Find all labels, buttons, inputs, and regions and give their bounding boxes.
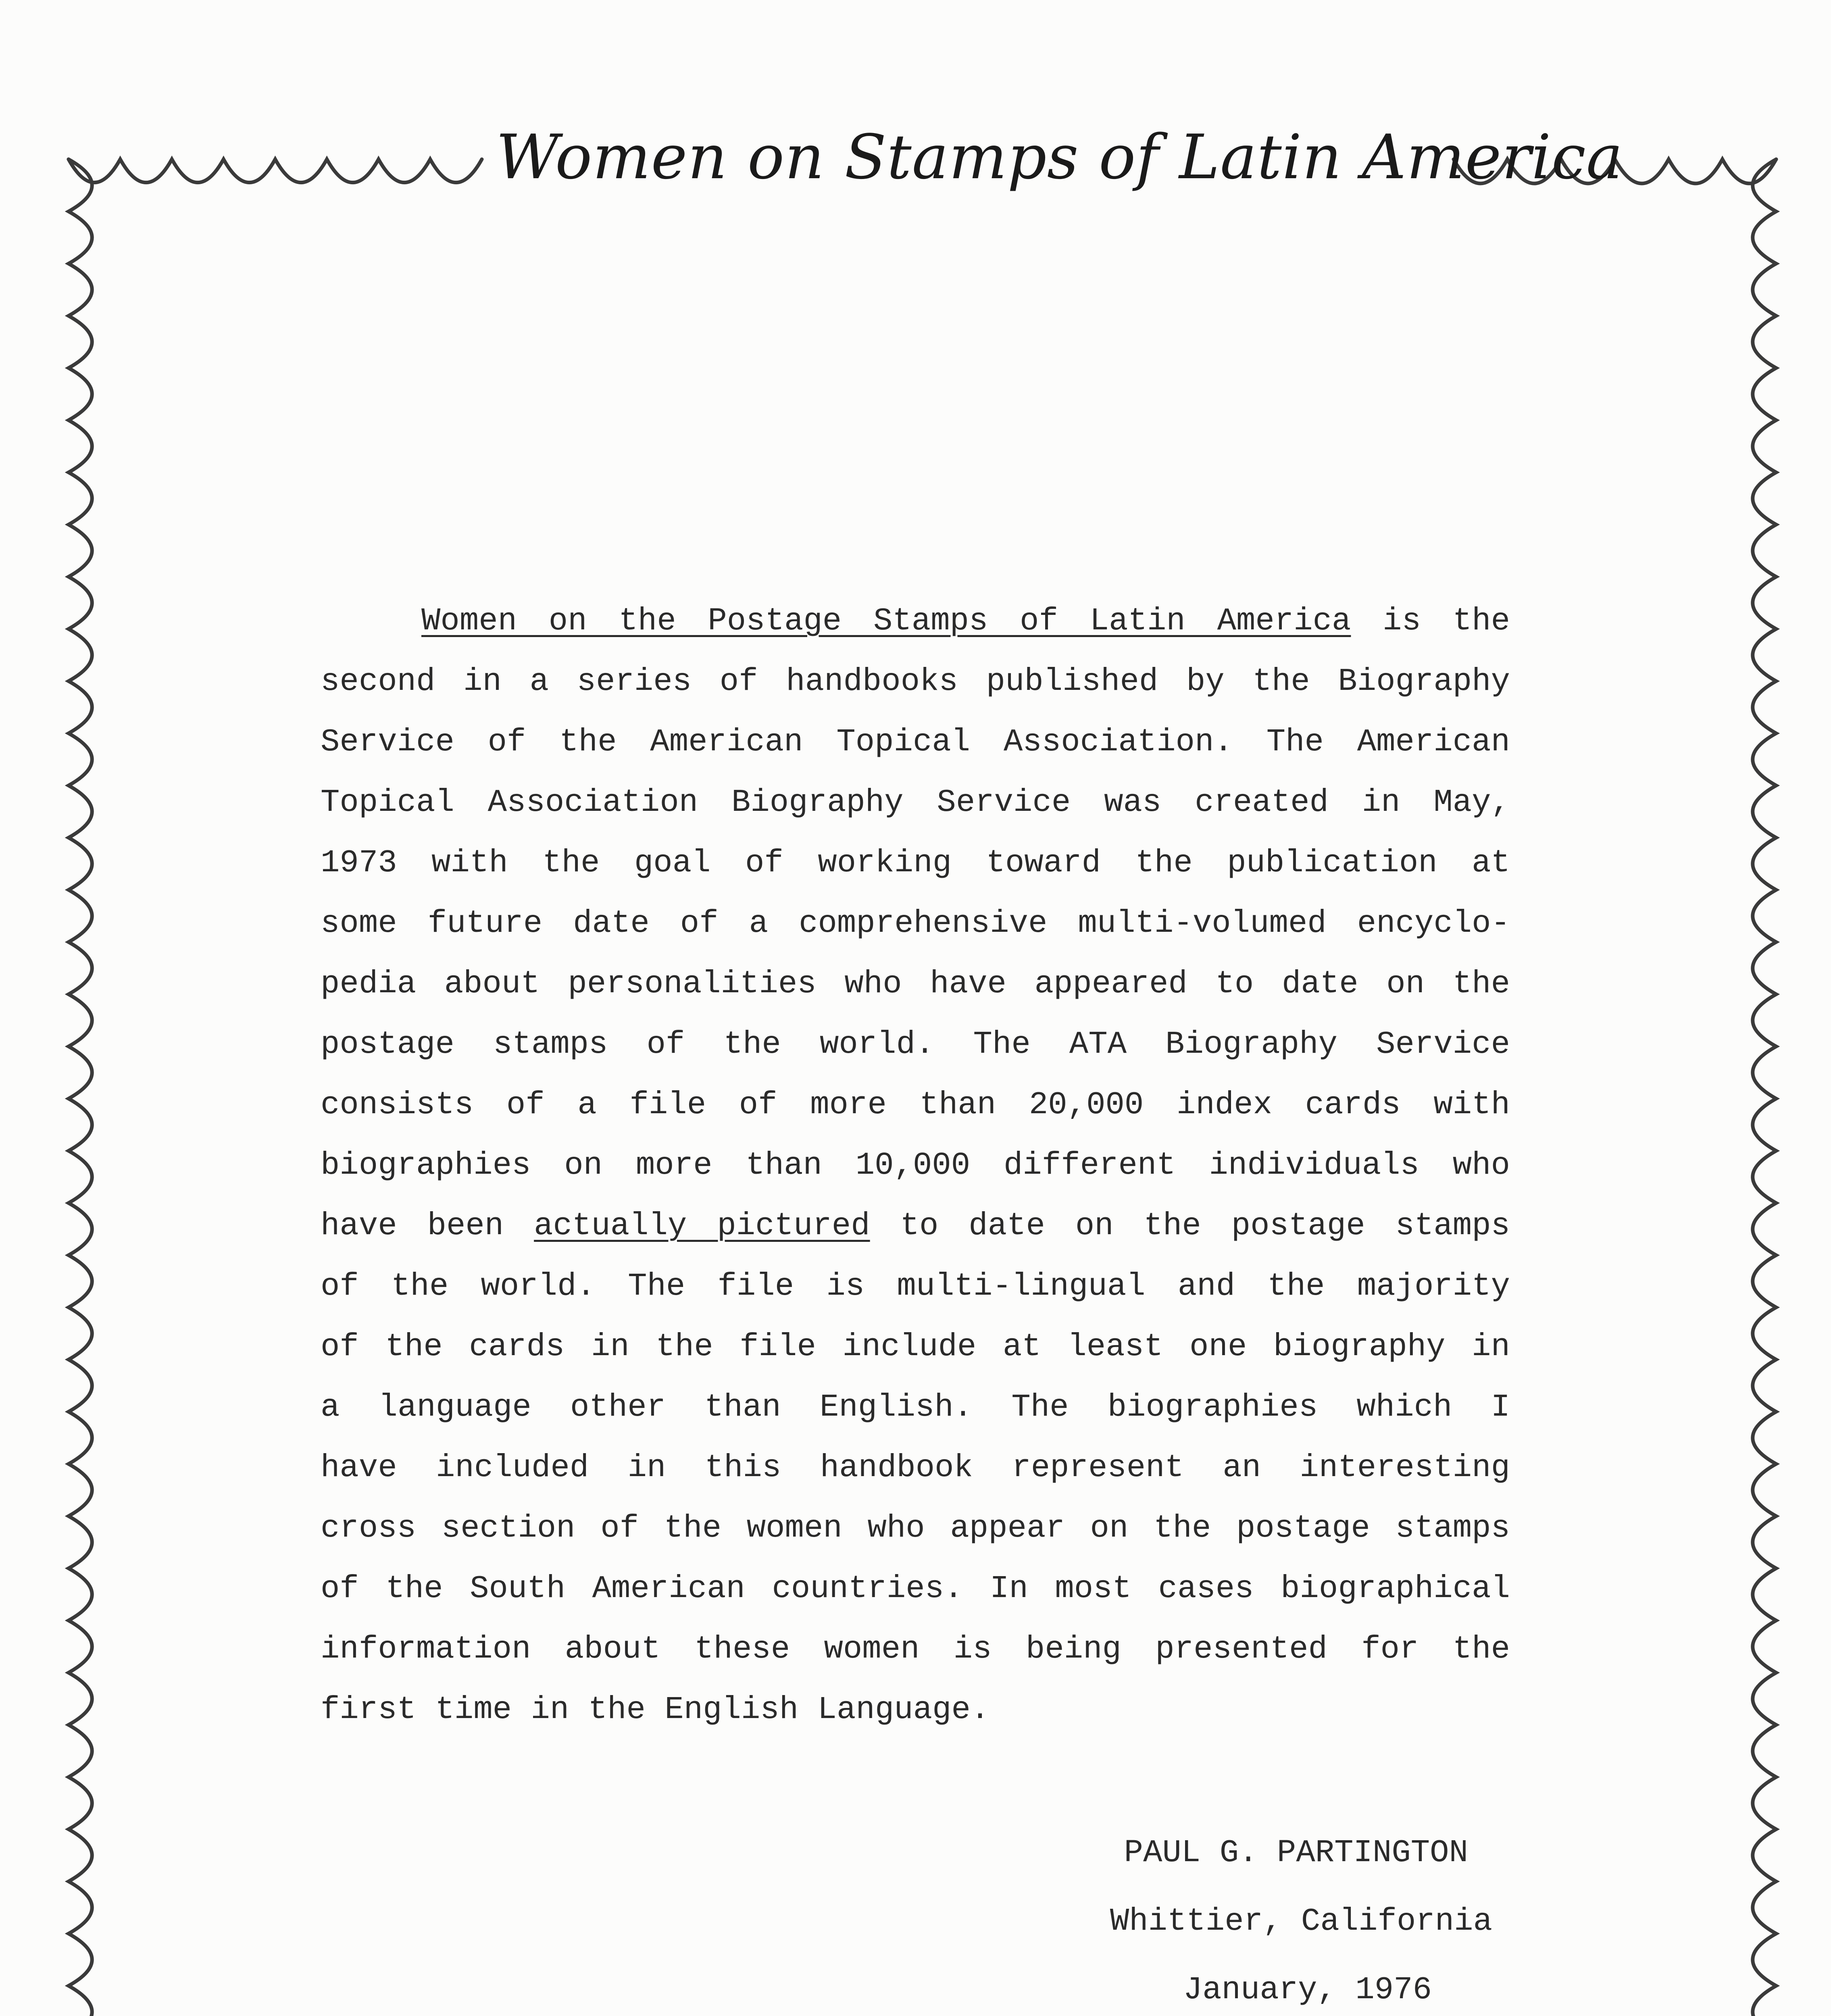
body-line: Topical Association Biography Service was created in May, [321,784,1510,821]
author-location: Whittier, California [1110,1903,1492,1939]
author-name: PAUL G. PARTINGTON [1124,1835,1468,1871]
body-line: cross section of the women who appear on the postage stamps [321,1510,1510,1546]
body-line: of the South American countries. In most cases biographical [321,1570,1510,1607]
body-line: second in a series of handbooks published by the Biography [321,663,1510,700]
underlined-phrase: actually pictured [534,1208,870,1244]
page-title: Women on Stamps of Latin America [496,121,1623,193]
body-line-fragment: is the [1351,603,1510,639]
body-line: of the world. The file is multi-lingual and the majority [321,1268,1510,1304]
body-line: postage stamps of the world. The ATA Biography Service [321,1026,1510,1062]
signature-block [968,1818,1492,2016]
body-line: a language other than English. The biographies which I [321,1389,1510,1425]
body-line: 1973 with the goal of working toward the publication at [321,845,1510,881]
body-line: consists of a file of more than 20,000 index cards with [321,1087,1510,1123]
body-line: Service of the American Topical Association. The American [321,724,1510,760]
underlined-book-title: Women on the Postage Stamps of Latin America [421,603,1351,639]
body-paragraph [321,591,1510,1740]
body-line: have included in this handbook represent an interesting [321,1450,1510,1486]
body-line: information about these women is being presented for the [321,1631,1510,1667]
body-line: some future date of a comprehensive multi-volumed encyclo- [321,905,1510,941]
body-line: biographies on more than 10,000 different individuals who [321,1147,1510,1183]
body-line: first time in the English Language. [321,1691,990,1728]
body-line-fragment: have been [321,1208,534,1244]
signature-date: January, 1976 [1183,1972,1432,2008]
body-line [321,591,1510,651]
body-line-fragment: to date on the postage stamps [870,1208,1510,1244]
body-line [321,1195,1510,1256]
body-line: pedia about personalities who have appeared to date on the [321,966,1510,1002]
body-line: of the cards in the file include at least one biography in [321,1329,1510,1365]
